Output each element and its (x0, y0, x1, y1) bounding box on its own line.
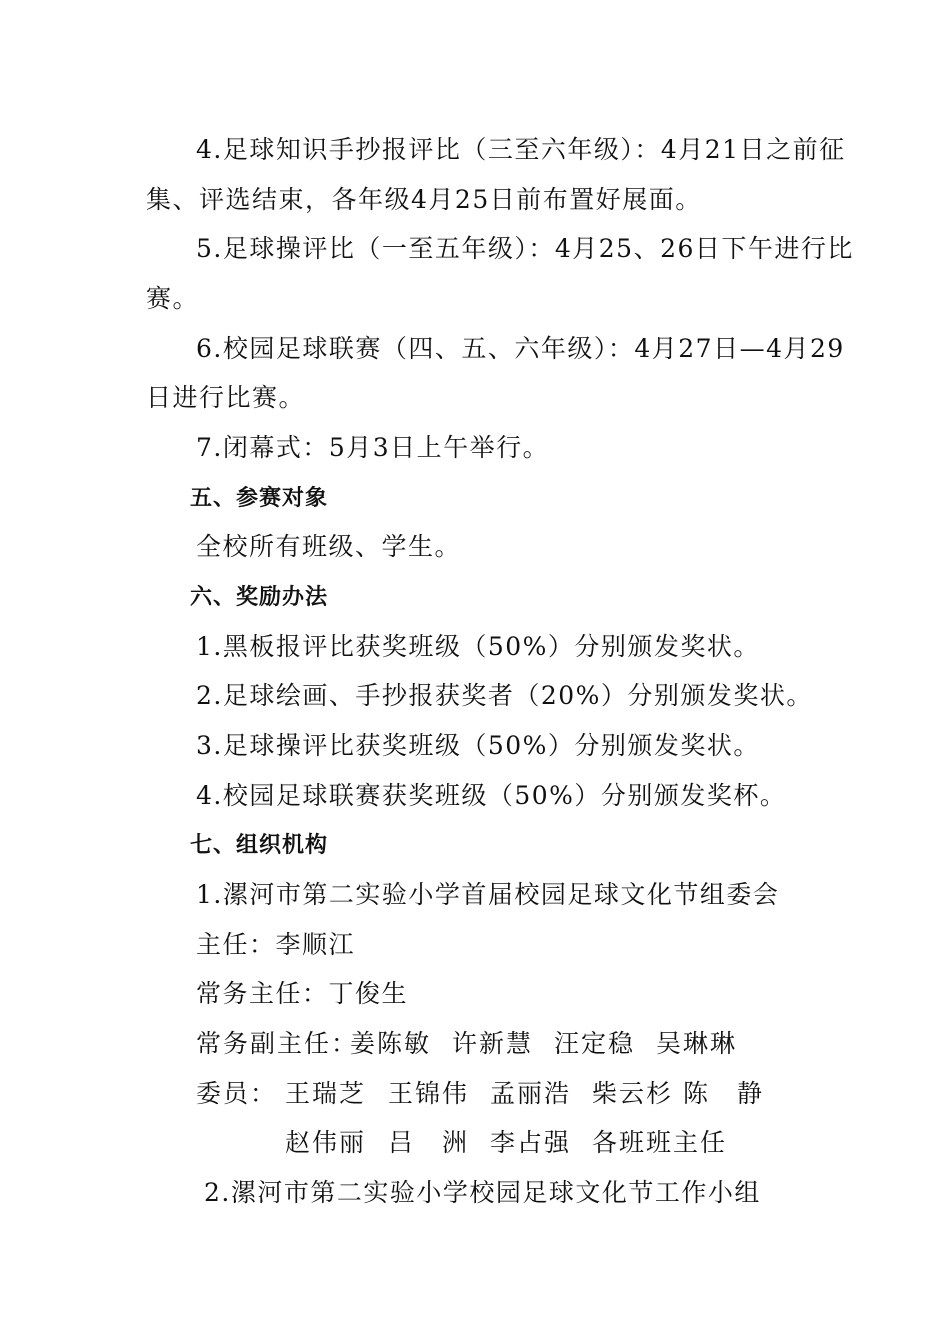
member-name: 李占强 (490, 1128, 572, 1157)
working-group-title: 2.漯河市第二实验小学校园足球文化节工作小组 (204, 1178, 761, 1207)
executive-director-line: 常务主任：丁俊生 (196, 979, 409, 1008)
member-name: 陈 静 (683, 1079, 765, 1108)
director-line: 主任：李顺江 (196, 930, 356, 959)
members-row-2 (0, 1126, 950, 1160)
member-name: 王锦伟 (388, 1079, 470, 1108)
paragraph-6-line-2: 日进行比赛。 (146, 383, 306, 412)
paragraph-7: 7.闭幕式：5月3日上午举行。 (196, 433, 550, 462)
deputy-name: 许新慧 (452, 1029, 534, 1058)
section-7-heading: 七、组织机构 (190, 832, 329, 858)
deputy-label: 常务副主任： (196, 1029, 359, 1058)
section-5-text: 全校所有班级、学生。 (196, 532, 462, 561)
member-name: 柴云杉 (592, 1079, 674, 1108)
deputy-name: 汪定稳 (554, 1029, 636, 1058)
award-item-3: 3.足球操评比获奖班级（50%）分别颁发奖状。 (196, 731, 760, 760)
award-item-1: 1.黑板报评比获奖班级（50%）分别颁发奖状。 (196, 632, 760, 661)
award-item-2: 2.足球绘画、手抄报获奖者（20%）分别颁发奖状。 (196, 681, 813, 710)
member-name: 各班班主任 (592, 1128, 728, 1157)
committee-title: 1.漯河市第二实验小学首届校园足球文化节组委会 (196, 880, 780, 909)
deputy-directors-row (0, 1027, 950, 1061)
paragraph-5-line-1: 5.足球操评比（一至五年级）：4月25、26日下午进行比 (196, 234, 854, 263)
paragraph-5-line-2: 赛。 (146, 284, 200, 313)
section-6-heading: 六、奖励办法 (190, 584, 329, 610)
award-item-4: 4.校园足球联赛获奖班级（50%）分别颁发奖杯。 (196, 781, 787, 810)
members-label: 委员： (196, 1079, 278, 1108)
section-5-heading: 五、参赛对象 (190, 485, 329, 511)
member-name: 吕 洲 (388, 1128, 470, 1157)
paragraph-6-line-1: 6.校园足球联赛（四、五、六年级）：4月27日—4月29 (196, 334, 845, 363)
member-name: 孟丽浩 (490, 1079, 572, 1108)
deputy-name: 姜陈敏 (350, 1029, 432, 1058)
members-row-1 (0, 1077, 950, 1111)
member-name: 赵伟丽 (285, 1128, 367, 1157)
paragraph-4-line-1: 4.足球知识手抄报评比（三至六年级）：4月21日之前征 (196, 135, 846, 164)
paragraph-4-line-2: 集、评选结束，各年级4月25日前布置好展面。 (146, 185, 702, 214)
deputy-name: 吴琳琳 (656, 1029, 738, 1058)
member-name: 王瑞芝 (285, 1079, 367, 1108)
